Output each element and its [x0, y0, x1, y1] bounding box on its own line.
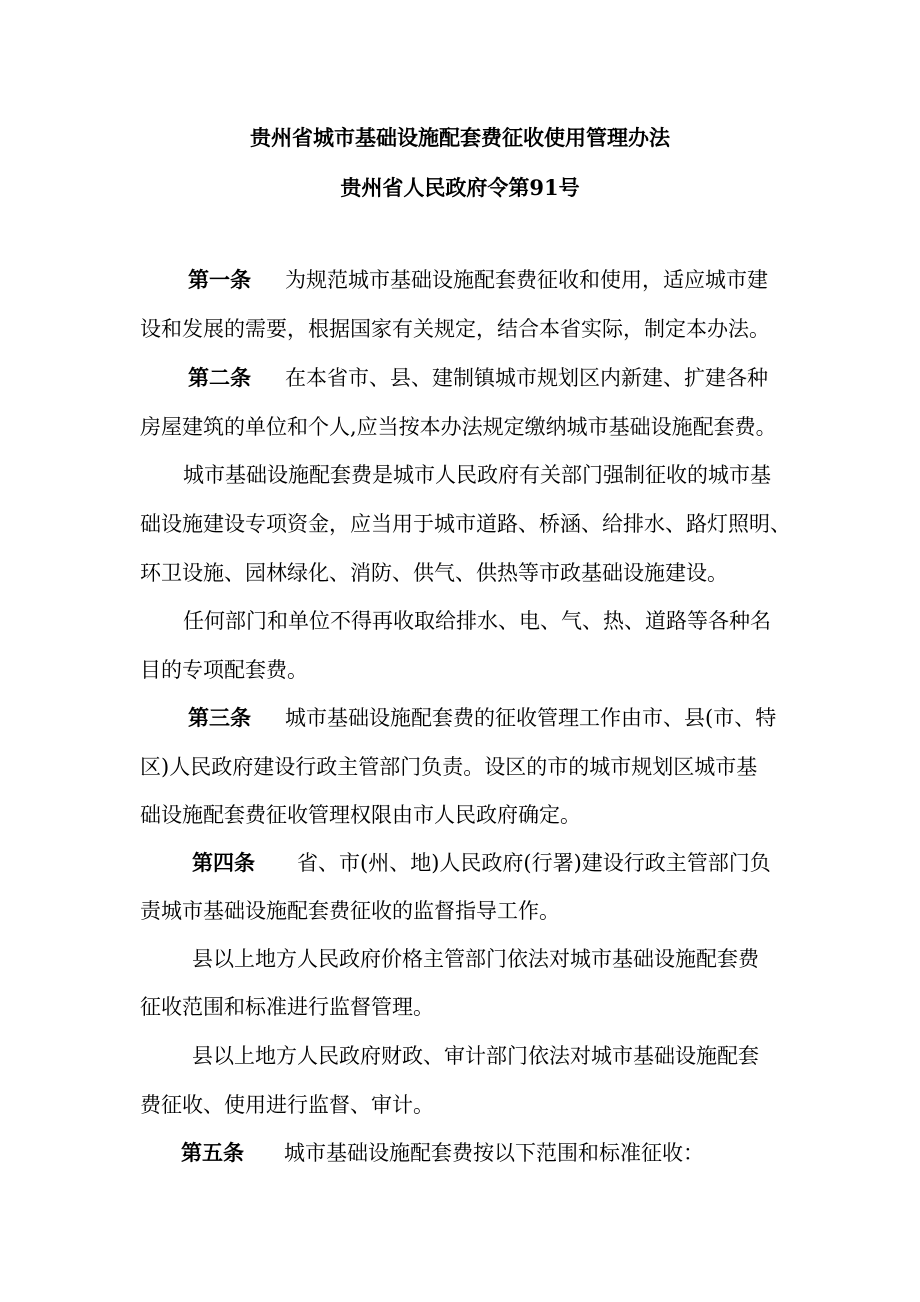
article-line: 区)人民政府建设行政主管部门负责。设区的市的城市规划区城市基: [140, 755, 758, 779]
article-text: 城市基础设施配套费的征收管理工作由市、县(市、特: [285, 706, 777, 730]
article-text: 为规范城市基础设施配套费征收和使用，适应城市建: [285, 268, 768, 292]
paragraph-line: 县以上地方人民政府价格主管部门依法对城市基础设施配套费: [192, 947, 759, 971]
article-line: 房屋建筑的单位和个人,应当按本办法规定缴纳城市基础设施配套费。: [140, 415, 777, 439]
article-line: 设和发展的需要，根据国家有关规定，结合本省实际，制定本办法。: [140, 317, 770, 341]
article-label: 第二条: [188, 365, 251, 390]
paragraph-line: 础设施建设专项资金，应当用于城市道路、桥涵、给排水、路灯照明、: [140, 512, 791, 536]
paragraph-line: 征收范围和标准进行监督管理。: [140, 995, 434, 1019]
article-1-first-line: [188, 268, 768, 294]
article-label: 第四条: [192, 850, 255, 875]
article-text: 省、市(州、地)人民政府(行署)建设行政主管部门负: [297, 851, 771, 875]
paragraph-line: 县以上地方人民政府财政、审计部门依法对城市基础设施配套: [192, 1044, 759, 1068]
article-line: 础设施配套费征收管理权限由市人民政府确定。: [140, 803, 581, 827]
article-4-first-line: [192, 851, 771, 877]
article-5-first-line: [181, 1141, 704, 1167]
paragraph-line: 目的专项配套费。: [140, 658, 308, 682]
article-2-first-line: [188, 366, 768, 392]
decree-number: 贵州省人民政府令第91号: [340, 175, 580, 200]
paragraph-line: 费征收、使用进行监督、审计。: [140, 1093, 434, 1117]
article-label: 第三条: [188, 705, 251, 730]
article-line: 责城市基础设施配套费征收的监督指导工作。: [140, 899, 560, 923]
paragraph-line: 环卫设施、园林绿化、消防、供气、供热等市政基础设施建设。: [140, 561, 728, 585]
article-3-first-line: [188, 706, 776, 732]
paragraph-line: 城市基础设施配套费是城市人民政府有关部门强制征收的城市基: [183, 463, 771, 487]
article-text: 在本省市、县、建制镇城市规划区内新建、扩建各种: [285, 366, 768, 390]
article-label: 第一条: [188, 267, 251, 292]
article-label: 第五条: [181, 1140, 244, 1165]
article-text: 城市基础设施配套费按以下范围和标准征收：: [284, 1141, 704, 1165]
paragraph-line: 任何部门和单位不得再收取给排水、电、气、热、道路等各种名: [183, 609, 771, 633]
document-title: 贵州省城市基础设施配套费征收使用管理办法: [250, 125, 670, 150]
